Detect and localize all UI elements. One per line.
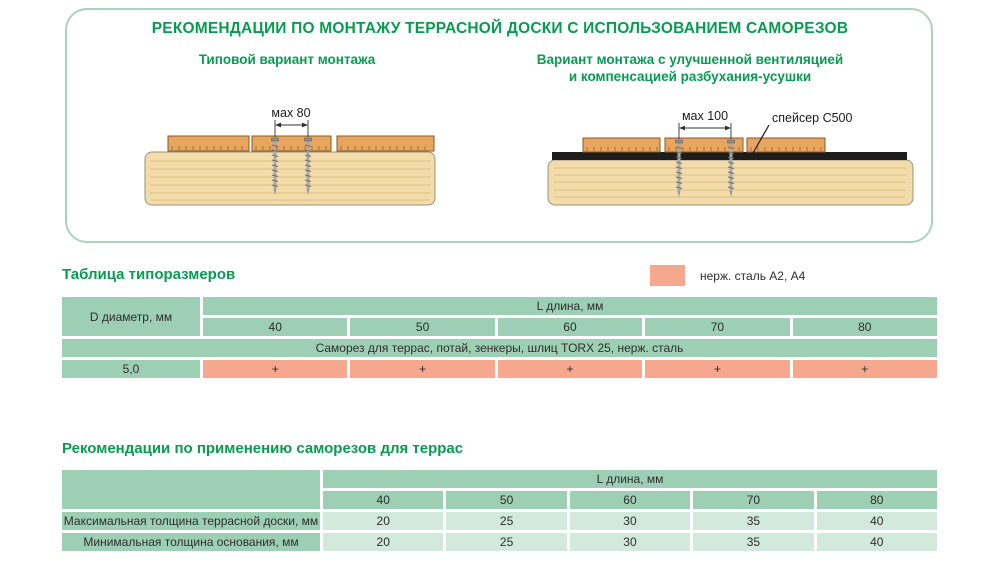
typical-variant-title: Типовой вариант монтажа: [198, 52, 376, 67]
sizes-table-heading: Таблица типоразмеров: [62, 266, 236, 283]
deck-board: [337, 136, 434, 151]
length-value: 40: [323, 491, 443, 509]
cell-value: 20: [323, 533, 443, 551]
recommendations-table: [59, 467, 940, 554]
length-value: 70: [693, 491, 813, 509]
cell-value: 40: [817, 512, 937, 530]
dimension-annotation: [679, 109, 731, 139]
cell-value: 35: [693, 512, 813, 530]
board-grooves: [587, 147, 821, 151]
deck-board: [168, 136, 249, 151]
dimension-label: мах 100: [681, 109, 729, 123]
ventilated-variant-title: [495, 51, 885, 85]
cell-value: 25: [446, 533, 566, 551]
length-value: 70: [645, 318, 789, 336]
availability-mark: +: [498, 360, 642, 378]
diameter-value: 5,0: [62, 360, 200, 378]
base-beam: [145, 152, 435, 205]
legend-swatch: [650, 265, 685, 286]
sizes-table: [59, 294, 940, 381]
cell-value: 25: [446, 512, 566, 530]
length-header: L длина, мм: [203, 297, 937, 315]
length-value: 50: [446, 491, 566, 509]
availability-mark: +: [203, 360, 347, 378]
row-label: Максимальная толщина террасной доски, мм: [63, 514, 319, 528]
length-value: 60: [498, 318, 642, 336]
recommendations-heading: Рекомендации по применению саморезов для террас: [62, 440, 464, 457]
cell-value: 30: [570, 533, 690, 551]
product-description: Саморез для террас, потай, зенкеры, шлиц TORX 25, нерж. сталь: [62, 339, 937, 357]
length-value: 80: [793, 318, 937, 336]
availability-mark: +: [350, 360, 494, 378]
length-value: 80: [817, 491, 937, 509]
legend-label: нерж. сталь А2, А4: [700, 269, 806, 283]
availability-mark: +: [645, 360, 789, 378]
length-header: L длина, мм: [323, 470, 937, 488]
length-value: 50: [350, 318, 494, 336]
empty-corner-cell: [62, 470, 320, 509]
panel-title: РЕКОМЕНДАЦИИ ПО МОНТАЖУ ТЕРРАСНОЙ ДОСКИ С ИСПОЛЬЗОВАНИЕМ САМОРЕЗОВ: [151, 20, 849, 37]
dimension-label: мах 80: [271, 106, 311, 120]
availability-mark: +: [793, 360, 937, 378]
ventilated-mounting-diagram: [540, 95, 925, 213]
length-value: 60: [570, 491, 690, 509]
cell-value: 35: [693, 533, 813, 551]
cell-value: 30: [570, 512, 690, 530]
typical-mounting-diagram: [130, 95, 450, 213]
length-value: 40: [203, 318, 347, 336]
row-label: Минимальная толщина основания, мм: [62, 533, 320, 551]
dimension-annotation: [271, 106, 310, 137]
spacer-label: спейсер С500: [772, 111, 853, 125]
cell-value: 20: [323, 512, 443, 530]
ventilated-variant-title-line2: и компенсацией разбухания-усушки: [568, 69, 812, 84]
cell-value: 40: [817, 533, 937, 551]
ventilated-variant-title-line1: Вариант монтажа с улучшенной вентиляцией: [536, 52, 844, 67]
diameter-column-header: D диаметр, мм: [62, 297, 200, 336]
